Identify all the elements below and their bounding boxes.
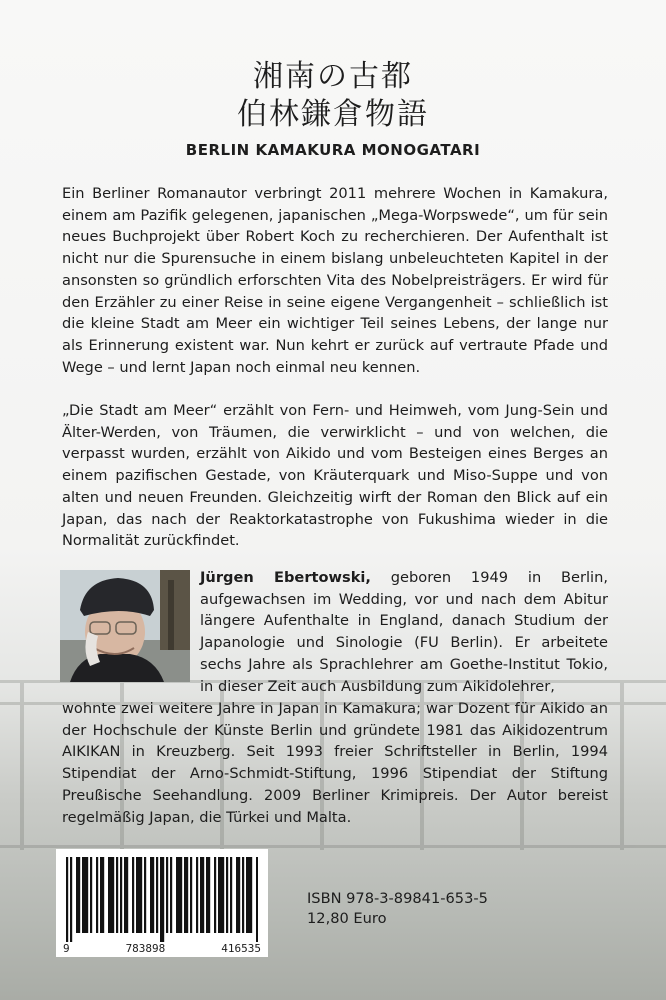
barcode-bar bbox=[136, 857, 138, 933]
barcode-bar bbox=[102, 857, 104, 933]
book-subtitle: BERLIN KAMAKURA MONOGATARI bbox=[185, 141, 481, 159]
barcode-bar bbox=[246, 857, 248, 933]
barcode-bar bbox=[144, 857, 146, 933]
barcode-bar bbox=[238, 857, 240, 933]
barcode bbox=[56, 849, 268, 957]
barcode-bar bbox=[176, 857, 178, 933]
author-name: Jürgen Ebertowski, bbox=[200, 569, 371, 586]
barcode-bar bbox=[132, 857, 134, 933]
barcode-bar bbox=[186, 857, 188, 933]
barcode-bar bbox=[220, 857, 222, 933]
barcode-bar bbox=[200, 857, 202, 933]
barcode-bar bbox=[166, 857, 168, 933]
second-paragraph: „Die Stadt am Meer“ erzählt von Fern- und Heimweh, vom Jung-Sein und Älter-Werden, von Träumen, die verwirklicht – und von welchen, die verpasst wurden, erzählt von Aikido und vom Besteigen eines Berges an einem pazifischen Gestade, von Kräuterquark und Miso-Suppe und von alten und neuen Freunden. Gleichzeitig wirft der Roman den Blick auf ein Japan, das nach der Reaktorkatastrophe von Fukushima wieder in die Normalität zurückfindet. bbox=[62, 402, 608, 550]
barcode-bar bbox=[76, 857, 78, 933]
japanese-title bbox=[0, 58, 666, 134]
barcode-bar bbox=[236, 857, 238, 933]
barcode-bar bbox=[214, 857, 216, 933]
barcode-bar bbox=[206, 857, 208, 933]
barcode-bar bbox=[120, 857, 122, 933]
author-bio-top bbox=[200, 567, 608, 697]
barcode-bar bbox=[156, 857, 158, 933]
barcode-bar bbox=[184, 857, 186, 933]
barcode-bar bbox=[248, 857, 250, 933]
barcode-bar bbox=[96, 857, 98, 933]
barcode-bar bbox=[124, 857, 126, 933]
japanese-title-line-1: 湘南の古都 bbox=[253, 59, 413, 94]
barcode-bar bbox=[218, 857, 220, 933]
barcode-bar bbox=[84, 857, 86, 933]
barcode-bar bbox=[190, 857, 192, 933]
barcode-digits-group-1: 783898 bbox=[123, 942, 169, 955]
barcode-bar bbox=[178, 857, 180, 933]
barcode-bar bbox=[250, 857, 252, 933]
author-bio-text-1: geboren 1949 in Berlin, aufgewachsen im Wedding, vor und nach dem Abitur längere Aufenthalte in England, danach Studium der Japanologie und Sinologie (FU Berlin). Er arbeitete sechs Jahre als Sprachlehrer am Goethe-Institut Tokio, in dieser Zeit auch Ausbildung zum Aikidolehrer, bbox=[200, 569, 608, 695]
intro-paragraph: Ein Berliner Romanautor verbringt 2011 mehrere Wochen in Kamakura, einem am Pazifik gelegenen, japanischen „Mega-Worpswede“, um für sein neues Buchprojekt über Robert Koch zu recherchieren. Der Aufenthalt ist nicht nur die Spurensuche in einem bislang unbeleuchteten Kapitel in der ansonsten so gründlich erforschten Vita des Nobelpreisträgers. Er wird für den Erzähler zu einer Reise in seine eigene Vergangenheit – schließlich ist die kleine Stadt am Meer ein wichtiger Teil seines Lebens, der lange nur als Erinnerung existent war. Nun kehrt er zurück auf vertraute Pfade und Wege – und lernt Japan noch einmal neu kennen. bbox=[62, 185, 608, 376]
price: 12,80 Euro bbox=[307, 910, 387, 927]
barcode-bar bbox=[90, 857, 92, 933]
isbn-block bbox=[307, 889, 567, 929]
author-bio-text-2: wohnte zwei weitere Jahre in Japan in Kamakura; war Dozent für Aikido an der Hochschule der Künste Berlin und gründete 1981 das Aikidozentrum AIKIKAN in Kreuzberg. Seit 1993 freier Schriftsteller in Berlin, 1994 Stipendiat der Arno-Schmidt-Stiftung, 1996 Stipendiat der Stiftung Preußische Seehandlung. 2009 Berliner Krimipreis. Der Autor bereist regelmäßig Japan, die Türkei und Malta. bbox=[62, 700, 608, 826]
barcode-bar bbox=[222, 857, 224, 933]
barcode-bar bbox=[140, 857, 142, 933]
barcode-bar bbox=[256, 857, 258, 945]
barcode-bar bbox=[110, 857, 112, 933]
barcode-bar bbox=[160, 857, 162, 945]
barcode-bar bbox=[82, 857, 84, 933]
barcode-bar bbox=[78, 857, 80, 933]
barcode-bar bbox=[150, 857, 152, 933]
barcode-bar bbox=[138, 857, 140, 933]
author-photo bbox=[60, 570, 190, 682]
barcode-bar bbox=[242, 857, 244, 933]
barcode-bar bbox=[180, 857, 182, 933]
barcode-bars bbox=[66, 857, 258, 945]
barcode-bar bbox=[162, 857, 164, 945]
japanese-title-line-2: 伯林鎌倉物語 bbox=[237, 97, 429, 132]
barcode-bar bbox=[70, 857, 72, 945]
barcode-bar bbox=[202, 857, 204, 933]
barcode-bar bbox=[66, 857, 68, 945]
barcode-bar bbox=[116, 857, 118, 933]
barcode-bar bbox=[196, 857, 198, 933]
barcode-bar bbox=[230, 857, 232, 933]
barcode-bar bbox=[226, 857, 228, 933]
barcode-digit-first: 9 bbox=[60, 942, 73, 955]
barcode-bar bbox=[112, 857, 114, 933]
barcode-bar bbox=[100, 857, 102, 933]
barcode-bar bbox=[152, 857, 154, 933]
barcode-bar bbox=[126, 857, 128, 933]
barcode-bar bbox=[208, 857, 210, 933]
isbn-number: ISBN 978-3-89841-653-5 bbox=[307, 890, 488, 907]
barcode-bar bbox=[86, 857, 88, 933]
barcode-bar bbox=[108, 857, 110, 933]
barcode-bar bbox=[170, 857, 172, 933]
barcode-digits bbox=[60, 942, 264, 955]
barcode-digits-group-2: 416535 bbox=[218, 942, 264, 955]
